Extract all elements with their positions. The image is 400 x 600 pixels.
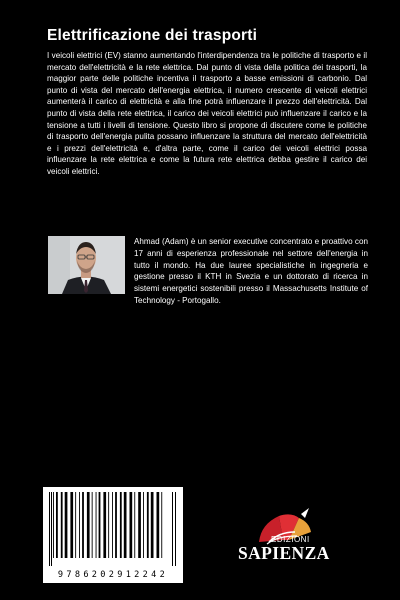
publisher-name: SAPIENZA [238, 543, 330, 563]
barcode-bar [70, 492, 73, 558]
author-portrait-image [48, 236, 125, 294]
author-bio: Ahmad (Adam) è un senior executive concentrato e proattivo con 17 anni di esperienza professionale nel settore dell'energia in tutto il mondo. Ha due lauree specialistiche in ingegneria e gestione presso il KTH in Svezia e un dottorato di ricerca in sistemi energetici sostenibili presso il Massachusetts Institute of Technology - Portogallo. [134, 237, 368, 305]
barcode-bar [108, 492, 109, 558]
barcode-bar [82, 492, 84, 558]
publisher-edizioni-label: EDIZIONI [271, 535, 310, 544]
isbn-digits: 9786202912242 [57, 570, 169, 580]
barcode-bar [115, 492, 117, 558]
barcode-bar [130, 492, 133, 558]
barcode-bar [120, 492, 122, 558]
barcode-bar [51, 492, 52, 566]
barcode-bar [161, 492, 162, 558]
author-photo [48, 236, 125, 294]
barcode-bar [92, 492, 93, 558]
barcode-bar [61, 492, 63, 558]
barcode-bar [65, 492, 68, 558]
barcode-bar [96, 492, 97, 558]
barcode-bar [103, 492, 106, 558]
barcode-bar [157, 492, 160, 558]
barcode-bar [99, 492, 101, 558]
barcode-bar [151, 492, 154, 558]
barcode-bar [87, 492, 90, 558]
barcode-bar [49, 492, 50, 566]
barcode-bar [79, 492, 80, 558]
barcode-bar [147, 492, 149, 558]
barcode-bar [143, 492, 144, 558]
barcode-bar [175, 492, 176, 566]
barcode-bars-image [49, 492, 177, 566]
barcode-bar [172, 492, 173, 566]
book-title: Elettrificazione dei trasporti [47, 27, 258, 44]
barcode-bar [75, 492, 76, 558]
barcode-bar [56, 492, 58, 558]
barcode-bar [53, 492, 54, 558]
barcode-bar [112, 492, 113, 558]
barcode-bar [138, 492, 141, 558]
isbn-barcode [43, 487, 183, 583]
barcode-bar [134, 492, 135, 558]
barcode-bar [124, 492, 127, 558]
book-description: I veicoli elettrici (EV) stanno aumentando l'interdipendenza tra le politiche di trasporto e il mercato dell'elettricità e la rete elettrica. Dal punto di vista della politica dei trasporti, la maggior parte delle politiche incentiva il trasporto a basse emissioni di carbonio. Dal punto di vista del mercato dell'energia elettrica, il numero crescente di veicoli elettrici aumenterà il carico di elettricità e alla fine potrà influenzare il prezzo dell'elettricità. Dal punto di vista della rete elettrica, il carico dei veicoli elettrici può influenzare il carico e la tensione a tutti i livelli di tensione. Questo libro si propone di discutere come le politiche di trasporto dell'energia pulita possano influenzare la struttura del mercato dell'elettricità e i prezzi dell'elettricità e, d'altra parte, come il carico dei veicoli elettrici possa influenzare la rete elettrica e come la futura rete elettrica debba gestire il carico dei veicoli elettrici. [47, 51, 367, 176]
